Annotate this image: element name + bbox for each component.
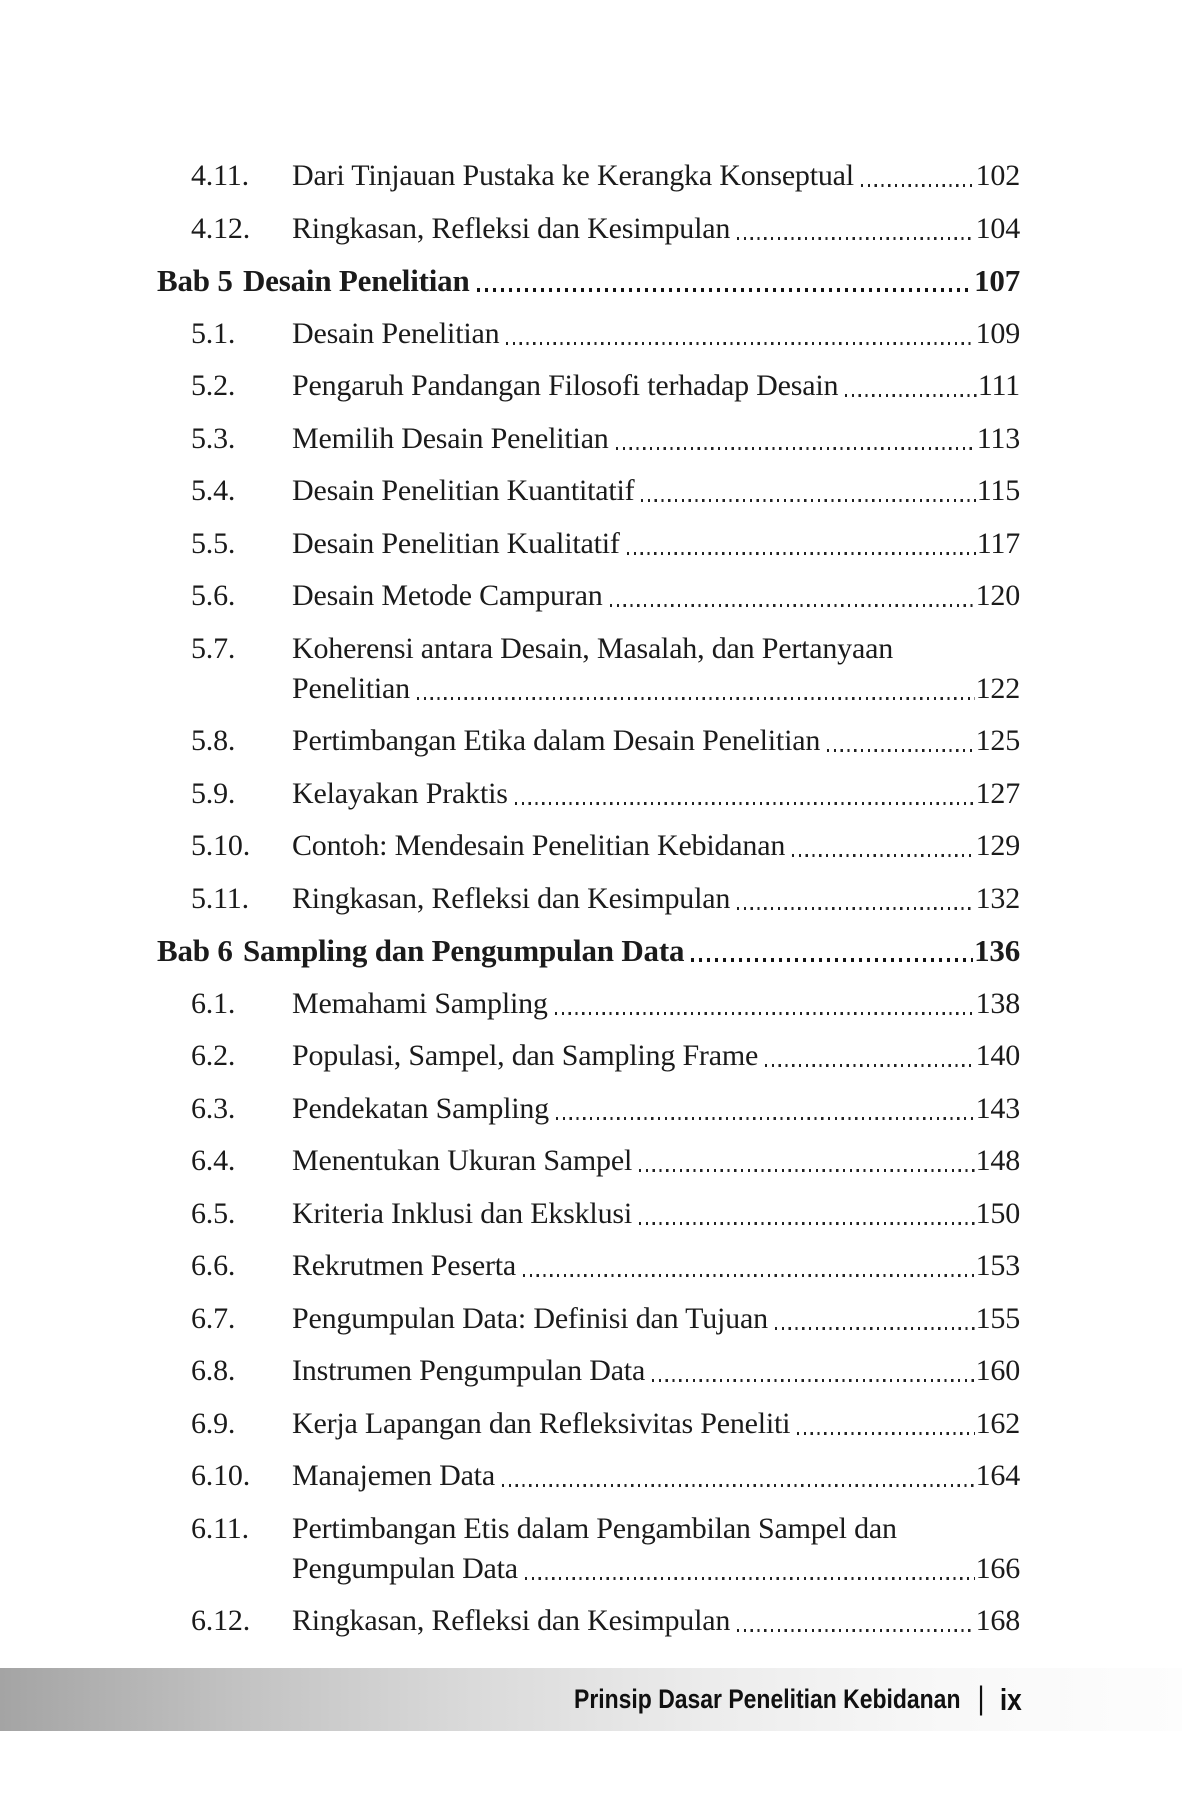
toc-list — [155, 160, 1020, 1658]
entry-number: 5.9. — [191, 776, 236, 810]
toc-item-row — [155, 1460, 1020, 1491]
entry-title-block — [292, 725, 1020, 756]
entry-number: 5.6. — [191, 579, 236, 612]
entry-number: 6.10. — [191, 1459, 251, 1492]
entry-page-number: 120 — [975, 579, 1020, 612]
entry-page-number: 109 — [975, 316, 1020, 350]
entry-page-number: 113 — [976, 421, 1020, 455]
entry-number: 6.8. — [191, 1354, 236, 1387]
toc-item-row — [155, 1040, 1020, 1071]
entry-number: 5.2. — [191, 369, 236, 402]
entry-page-number: 125 — [975, 724, 1020, 757]
entry-page-number: 132 — [975, 881, 1020, 915]
entry-line — [243, 935, 1020, 966]
entry-number: 5.1. — [191, 316, 236, 350]
entry-title-block — [292, 1513, 1020, 1584]
entry-number: Bab 6 — [157, 933, 233, 968]
entry-title-block — [292, 633, 1020, 704]
entry-title: Kerja Lapangan dan Refleksivitas Peneliti — [292, 1406, 791, 1440]
entry-title: Dari Tinjauan Pustaka ke Kerangka Konseptual — [292, 159, 854, 192]
dot-leader — [737, 237, 974, 240]
toc-item-row — [155, 213, 1020, 244]
entry-line — [292, 475, 1020, 506]
entry-title-block — [243, 935, 1020, 966]
dot-leader — [616, 447, 976, 450]
entry-title-continued: Pengumpulan Data — [292, 1551, 518, 1585]
entry-title: Ringkasan, Refleksi dan Kesimpulan — [292, 1604, 731, 1637]
entry-title-block — [292, 1355, 1020, 1386]
entry-line — [292, 1040, 1020, 1071]
entry-title-block — [292, 1605, 1020, 1636]
entry-number: 5.7. — [191, 631, 236, 665]
entry-line — [292, 1408, 1020, 1439]
entry-page-number: 117 — [976, 526, 1020, 560]
dot-leader — [691, 958, 973, 962]
entry-title-block — [292, 1040, 1020, 1071]
entry-title: Pertimbangan Etika dalam Desain Penelitian — [292, 724, 821, 757]
entry-page-number: 122 — [975, 671, 1020, 705]
entry-title-block — [292, 778, 1020, 809]
entry-title-block — [243, 265, 1020, 296]
entry-title: Memahami Sampling — [292, 986, 548, 1020]
entry-line — [292, 580, 1020, 611]
entry-title: Kelayakan Praktis — [292, 776, 508, 810]
dot-leader — [845, 394, 977, 397]
entry-line — [292, 1145, 1020, 1176]
entry-number: 5.8. — [191, 724, 236, 757]
entry-line — [292, 988, 1020, 1019]
toc-item-row — [155, 883, 1020, 914]
dot-leader — [639, 1222, 975, 1225]
entry-line — [292, 778, 1020, 809]
entry-page-number: 143 — [975, 1091, 1020, 1125]
entry-title-block — [292, 1408, 1020, 1439]
entry-title: Manajemen Data — [292, 1459, 495, 1492]
entry-line — [292, 1198, 1020, 1229]
dot-leader — [775, 1327, 975, 1330]
entry-line — [292, 160, 1020, 191]
entry-number: 6.5. — [191, 1196, 236, 1230]
dot-leader — [523, 1274, 975, 1277]
entry-title: Desain Penelitian — [292, 316, 500, 350]
entry-number: 6.1. — [191, 986, 236, 1020]
dot-leader — [737, 907, 974, 910]
entry-title: Pendekatan Sampling — [292, 1091, 549, 1125]
entry-line-continued — [292, 673, 1020, 704]
toc-chapter-row — [155, 265, 1020, 296]
toc-item-row — [155, 318, 1020, 349]
entry-title-block — [292, 580, 1020, 611]
entry-title: Menentukan Ukuran Sampel — [292, 1144, 633, 1177]
entry-line — [292, 370, 1020, 401]
toc-item-row — [155, 830, 1020, 861]
entry-number: 5.10. — [191, 829, 251, 862]
toc-item-row — [155, 580, 1020, 611]
entry-number: 6.6. — [191, 1249, 236, 1282]
entry-page-number: 148 — [975, 1144, 1020, 1177]
entry-line — [243, 265, 1020, 296]
toc-item-row — [155, 423, 1020, 454]
entry-page-number: 150 — [975, 1196, 1020, 1230]
dot-leader — [627, 552, 976, 555]
entry-page-number: 138 — [975, 986, 1020, 1020]
toc-item-row — [155, 1605, 1020, 1636]
entry-title: Populasi, Sampel, dan Sampling Frame — [292, 1039, 759, 1072]
entry-title-block — [292, 528, 1020, 559]
entry-number: 6.2. — [191, 1039, 236, 1072]
entry-title: Desain Metode Campuran — [292, 579, 603, 612]
entry-page-number: 115 — [976, 474, 1020, 507]
entry-line — [292, 1605, 1020, 1636]
entry-page-number: 129 — [975, 829, 1020, 862]
dot-leader — [827, 749, 974, 752]
entry-title-block — [292, 1093, 1020, 1124]
dot-leader — [417, 697, 975, 700]
entry-title-block — [292, 883, 1020, 914]
toc-item-row — [155, 725, 1020, 756]
footer-content — [574, 1681, 1022, 1718]
entry-page-number: 102 — [975, 159, 1020, 192]
dot-leader — [652, 1379, 975, 1382]
dot-leader — [525, 1577, 975, 1580]
entry-page-number: 168 — [975, 1604, 1020, 1637]
entry-page-number: 160 — [975, 1354, 1020, 1387]
entry-page-number: 111 — [977, 369, 1020, 402]
toc-chapter-row — [155, 935, 1020, 966]
dot-leader — [477, 288, 974, 292]
dot-leader — [792, 854, 974, 857]
dot-leader — [515, 802, 975, 805]
entry-title-continued: Penelitian — [292, 671, 410, 705]
dot-leader — [765, 1064, 975, 1067]
dot-leader — [506, 342, 974, 345]
entry-number: 6.4. — [191, 1144, 236, 1177]
entry-title: Rekrutmen Peserta — [292, 1249, 517, 1282]
toc-item-row — [155, 1408, 1020, 1439]
toc-item-row — [155, 1355, 1020, 1386]
entry-title-block — [292, 370, 1020, 401]
footer-separator: | — [977, 1680, 985, 1716]
entry-title-block — [292, 423, 1020, 454]
toc-item-row — [155, 988, 1020, 1019]
toc-item-row — [155, 160, 1020, 191]
entry-line — [292, 1460, 1020, 1491]
dot-leader — [556, 1117, 975, 1120]
entry-line — [292, 318, 1020, 349]
entry-page-number: 127 — [975, 776, 1020, 810]
entry-number: 5.11. — [191, 881, 249, 915]
entry-title: Ringkasan, Refleksi dan Kesimpulan — [292, 211, 731, 245]
entry-number: 5.4. — [191, 474, 236, 507]
entry-line — [292, 1303, 1020, 1334]
entry-title-block — [292, 1250, 1020, 1281]
entry-line — [292, 883, 1020, 914]
entry-title-block — [292, 475, 1020, 506]
dot-leader — [639, 1169, 974, 1172]
entry-page-number: 166 — [975, 1551, 1020, 1585]
entry-title: Ringkasan, Refleksi dan Kesimpulan — [292, 881, 731, 915]
entry-line-continued — [292, 1553, 1020, 1584]
entry-page-number: 162 — [975, 1406, 1020, 1440]
entry-line — [292, 830, 1020, 861]
entry-page-number: 153 — [975, 1249, 1020, 1282]
entry-page-number: 140 — [975, 1039, 1020, 1072]
entry-title: Kriteria Inklusi dan Eksklusi — [292, 1196, 632, 1230]
toc-item-row — [155, 1145, 1020, 1176]
toc-item-row — [155, 1303, 1020, 1334]
entry-line — [292, 1093, 1020, 1124]
entry-number: 5.3. — [191, 421, 236, 455]
entry-number: 6.9. — [191, 1406, 236, 1440]
entry-title: Memilih Desain Penelitian — [292, 421, 609, 455]
entry-title: Desain Penelitian — [243, 263, 470, 298]
toc-item-row — [155, 370, 1020, 401]
toc-item-row — [155, 528, 1020, 559]
entry-title: Desain Penelitian Kualitatif — [292, 526, 620, 560]
dot-leader — [797, 1432, 974, 1435]
entry-title-block — [292, 988, 1020, 1019]
entry-page-number: 164 — [975, 1459, 1020, 1492]
entry-page-number: 136 — [974, 933, 1020, 968]
toc-item-row — [155, 1513, 1020, 1584]
entry-title-block — [292, 160, 1020, 191]
dot-leader — [502, 1484, 975, 1487]
dot-leader — [641, 499, 975, 502]
entry-number: 5.5. — [191, 526, 236, 560]
dot-leader — [610, 604, 975, 607]
entry-title: Contoh: Mendesain Penelitian Kebidanan — [292, 829, 786, 862]
entry-title: Pengumpulan Data: Definisi dan Tujuan — [292, 1301, 768, 1335]
footer-page-number: ix — [1000, 1681, 1022, 1717]
entry-line — [292, 633, 1020, 664]
entry-title: Koherensi antara Desain, Masalah, dan Pertanyaan — [292, 631, 893, 665]
dot-leader — [737, 1629, 974, 1632]
dot-leader — [861, 184, 975, 187]
entry-title-block — [292, 1460, 1020, 1491]
entry-number: Bab 5 — [157, 263, 233, 298]
entry-line — [292, 528, 1020, 559]
entry-number: 6.11. — [191, 1511, 249, 1545]
entry-title: Pengaruh Pandangan Filosofi terhadap Desain — [292, 369, 839, 402]
entry-number: 4.12. — [191, 211, 251, 245]
toc-item-row — [155, 1093, 1020, 1124]
toc-item-row — [155, 1198, 1020, 1229]
toc-item-row — [155, 633, 1020, 704]
entry-line — [292, 1513, 1020, 1544]
entry-line — [292, 1355, 1020, 1386]
entry-number: 4.11. — [191, 159, 249, 192]
entry-title-block — [292, 1145, 1020, 1176]
footer-book-title: Prinsip Dasar Penelitian Kebidanan — [574, 1684, 961, 1714]
entry-title-block — [292, 830, 1020, 861]
dot-leader — [555, 1012, 975, 1015]
toc-item-row — [155, 1250, 1020, 1281]
entry-title-block — [292, 318, 1020, 349]
entry-number: 6.7. — [191, 1301, 236, 1335]
entry-number: 6.3. — [191, 1091, 236, 1125]
entry-line — [292, 423, 1020, 454]
entry-title-block — [292, 1198, 1020, 1229]
entry-title: Desain Penelitian Kuantitatif — [292, 474, 635, 507]
entry-page-number: 104 — [975, 211, 1020, 245]
entry-title: Pertimbangan Etis dalam Pengambilan Sampel dan — [292, 1511, 897, 1545]
footer-bar — [0, 1668, 1182, 1731]
entry-title: Sampling dan Pengumpulan Data — [243, 933, 685, 968]
entry-title-block — [292, 1303, 1020, 1334]
entry-title: Instrumen Pengumpulan Data — [292, 1354, 646, 1387]
entry-page-number: 155 — [975, 1301, 1020, 1335]
entry-page-number: 107 — [974, 263, 1020, 298]
entry-number: 6.12. — [191, 1604, 251, 1637]
toc-item-row — [155, 778, 1020, 809]
entry-line — [292, 213, 1020, 244]
entry-line — [292, 725, 1020, 756]
entry-line — [292, 1250, 1020, 1281]
toc-item-row — [155, 475, 1020, 506]
entry-title-block — [292, 213, 1020, 244]
